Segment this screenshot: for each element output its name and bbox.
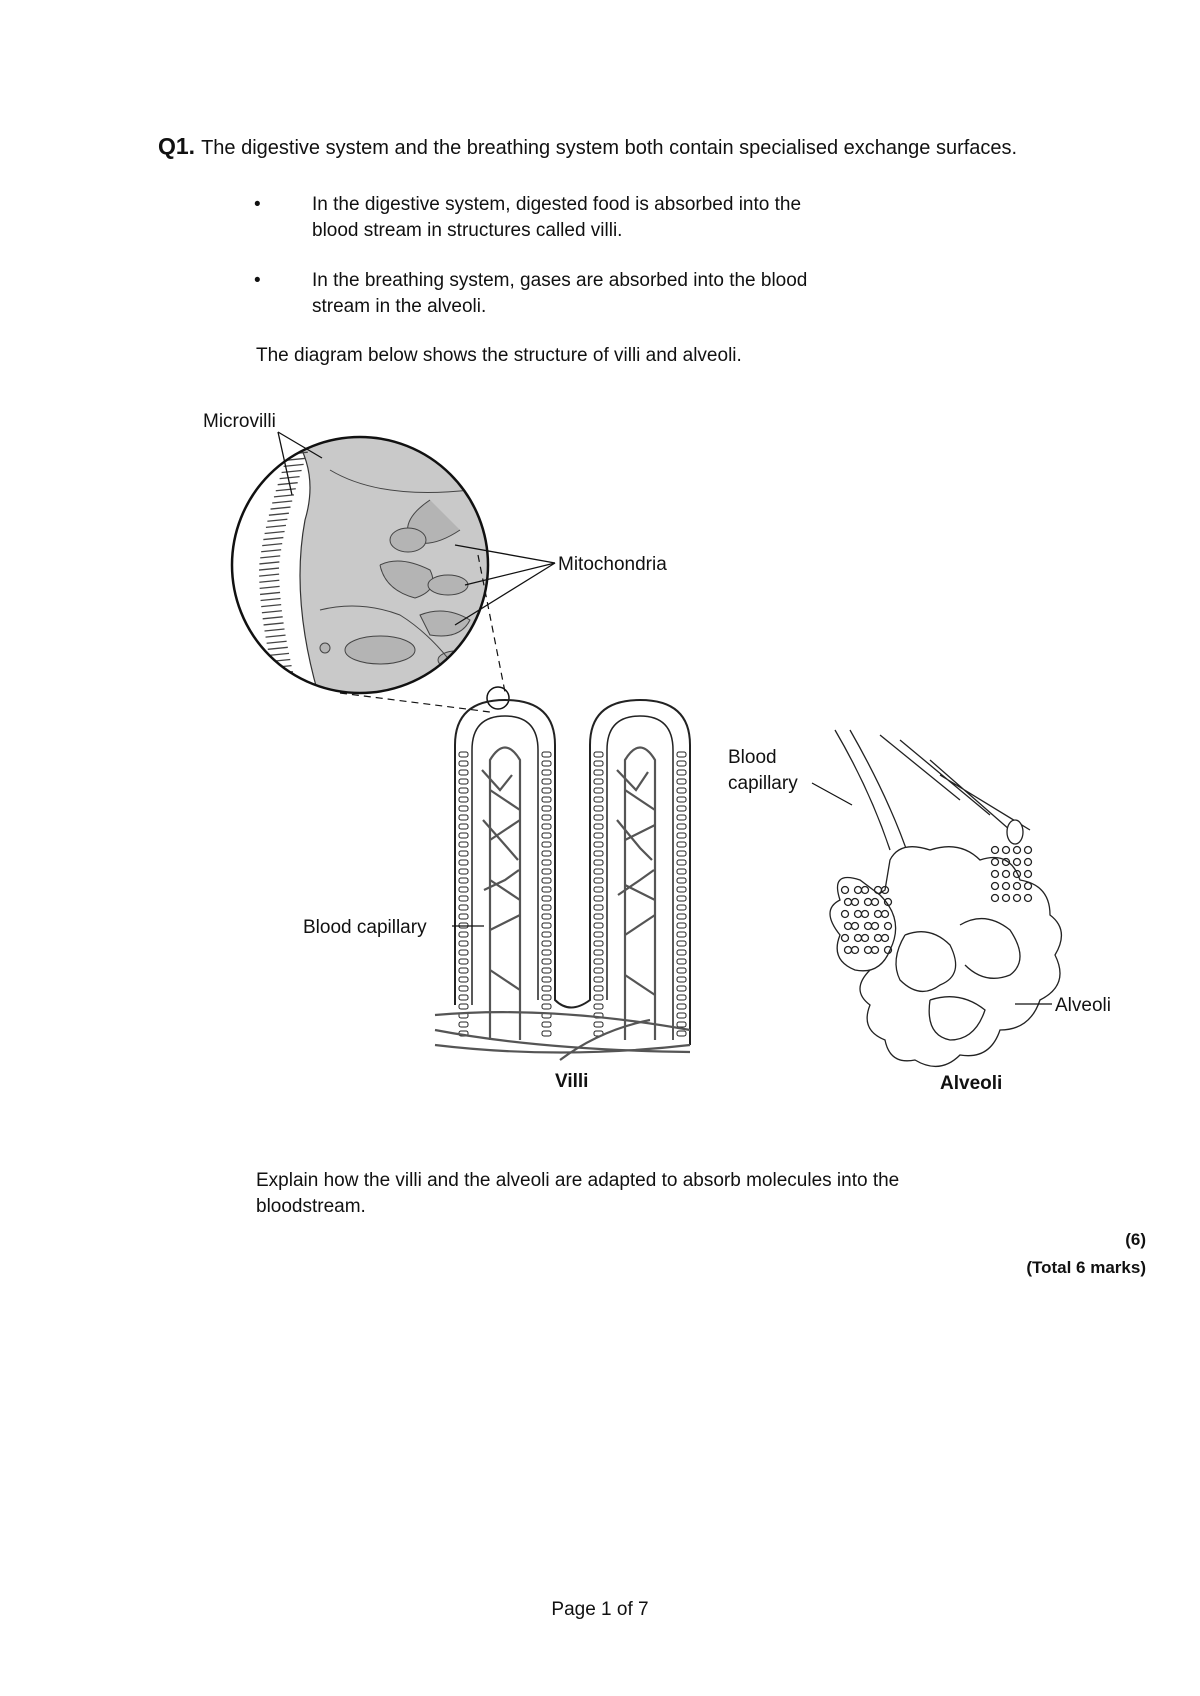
bullet-line: stream in the alveoli. xyxy=(312,296,487,317)
epithelial-cell xyxy=(677,851,686,856)
epithelial-cell xyxy=(594,977,603,982)
epithelial-cell xyxy=(594,959,603,964)
epithelial-cell xyxy=(677,752,686,757)
capillary-mesh xyxy=(875,887,882,894)
epithelial-cell xyxy=(459,770,468,775)
epithelial-cell xyxy=(459,779,468,784)
epithelial-cell xyxy=(542,842,551,847)
epithelial-cell xyxy=(459,878,468,883)
epithelial-cell xyxy=(677,806,686,811)
epithelial-cell xyxy=(459,1022,468,1027)
epithelial-cell xyxy=(677,977,686,982)
epithelial-cell xyxy=(459,932,468,937)
epithelial-cell xyxy=(542,941,551,946)
capillary-mesh xyxy=(992,847,999,854)
epithelial-cell xyxy=(677,905,686,910)
epithelial-cell xyxy=(459,950,468,955)
epithelial-cell xyxy=(677,761,686,766)
epithelial-cell xyxy=(594,914,603,919)
epithelial-cell xyxy=(677,950,686,955)
bullet-line: blood stream in structures called villi. xyxy=(312,220,623,241)
epithelial-cell xyxy=(459,914,468,919)
epithelial-cell xyxy=(677,941,686,946)
epithelial-cell xyxy=(459,824,468,829)
epithelial-cell xyxy=(542,959,551,964)
epithelial-cell xyxy=(594,896,603,901)
epithelial-cell xyxy=(459,986,468,991)
epithelial-cell xyxy=(594,842,603,847)
epithelial-cell xyxy=(459,896,468,901)
marks-value: (6) xyxy=(1125,1230,1146,1249)
epithelial-cell xyxy=(594,797,603,802)
epithelial-cell xyxy=(542,770,551,775)
villi-alveoli-diagram xyxy=(0,390,1200,1110)
label-microvilli: Microvilli xyxy=(203,411,276,432)
epithelial-cell xyxy=(594,761,603,766)
microvillus-stroke xyxy=(276,684,296,686)
epithelial-cell xyxy=(542,923,551,928)
epithelial-cell xyxy=(677,842,686,847)
epithelial-cell xyxy=(594,851,603,856)
epithelial-cell xyxy=(542,833,551,838)
alveoli-drawing xyxy=(830,730,1061,1066)
epithelial-cell xyxy=(459,761,468,766)
epithelial-cell xyxy=(594,806,603,811)
capillary-mesh xyxy=(1014,847,1021,854)
epithelial-cell xyxy=(677,1013,686,1018)
epithelial-cell xyxy=(594,887,603,892)
epithelial-cell xyxy=(542,752,551,757)
epithelial-cell xyxy=(677,986,686,991)
microvillus-stroke xyxy=(274,678,294,680)
epithelial-cell xyxy=(594,905,603,910)
epithelial-cell xyxy=(459,941,468,946)
epithelial-cell xyxy=(594,878,603,883)
task-text xyxy=(256,1168,1076,1220)
epithelial-cell xyxy=(677,959,686,964)
alveoli-caption: Alveoli xyxy=(940,1073,1003,1094)
epithelial-cell xyxy=(459,842,468,847)
epithelial-cell xyxy=(594,833,603,838)
epithelial-cell xyxy=(459,860,468,865)
epithelial-cell xyxy=(542,932,551,937)
epithelial-cell xyxy=(594,815,603,820)
epithelial-cell xyxy=(594,932,603,937)
epithelial-cell xyxy=(459,995,468,1000)
epithelial-cell xyxy=(542,914,551,919)
epithelial-cell xyxy=(677,995,686,1000)
question-number: Q1. xyxy=(158,133,196,159)
epithelial-cell xyxy=(594,869,603,874)
epithelial-cell xyxy=(459,968,468,973)
epithelial-cell xyxy=(677,770,686,775)
epithelial-cell xyxy=(459,752,468,757)
epithelial-cell xyxy=(594,860,603,865)
question-stem xyxy=(158,133,1017,160)
epithelial-cell xyxy=(459,788,468,793)
bullet-line: In the digestive system, digested food is absorbed into the xyxy=(312,194,802,215)
bullet-line: In the breathing system, gases are absorbed into the blood xyxy=(312,270,808,291)
capillary-mesh xyxy=(1025,859,1032,866)
epithelial-cell xyxy=(542,779,551,784)
epithelial-cell xyxy=(677,860,686,865)
epithelial-cell xyxy=(594,824,603,829)
epithelial-cell xyxy=(677,833,686,838)
magnified-cell-view xyxy=(232,430,520,700)
bullet-marker: • xyxy=(254,194,261,215)
epithelial-cell xyxy=(594,1004,603,1009)
epithelial-cell xyxy=(542,860,551,865)
label-mitochondria: Mitochondria xyxy=(558,554,667,575)
epithelial-cell xyxy=(594,941,603,946)
epithelial-cell xyxy=(542,950,551,955)
epithelial-cell xyxy=(677,797,686,802)
epithelial-cell xyxy=(542,905,551,910)
epithelial-cell xyxy=(677,1031,686,1036)
epithelial-cell xyxy=(677,779,686,784)
epithelial-cell xyxy=(677,923,686,928)
epithelial-cell xyxy=(542,851,551,856)
epithelial-cell xyxy=(677,896,686,901)
epithelial-cell xyxy=(594,770,603,775)
epithelial-cell xyxy=(677,887,686,892)
epithelial-cell xyxy=(594,995,603,1000)
epithelial-cell xyxy=(542,815,551,820)
epithelial-cell xyxy=(459,959,468,964)
epithelial-cell xyxy=(459,833,468,838)
epithelial-cell xyxy=(542,1022,551,1027)
task-line: bloodstream. xyxy=(256,1196,366,1217)
epithelial-cell xyxy=(677,1022,686,1027)
epithelial-cell xyxy=(542,824,551,829)
epithelial-cell xyxy=(542,806,551,811)
epithelial-cell xyxy=(677,788,686,793)
epithelial-cell xyxy=(459,797,468,802)
epithelial-cell xyxy=(459,869,468,874)
epithelial-cell xyxy=(542,878,551,883)
epithelial-cell xyxy=(594,788,603,793)
epithelial-cell xyxy=(542,788,551,793)
zoom-origin-circle xyxy=(487,687,509,709)
capillary-mesh xyxy=(1003,847,1010,854)
label-alveoli-blood-capillary-line1: Blood xyxy=(728,747,777,768)
capillary-mesh xyxy=(1025,847,1032,854)
epithelial-cell xyxy=(459,1004,468,1009)
page-number: Page 1 of 7 xyxy=(551,1599,649,1620)
epithelial-cell xyxy=(542,869,551,874)
bullet-marker: • xyxy=(254,270,261,291)
epithelial-cell xyxy=(542,968,551,973)
microvillus-stroke xyxy=(277,690,297,692)
epithelial-cell xyxy=(459,887,468,892)
epithelial-cell xyxy=(594,968,603,973)
epithelial-cell xyxy=(677,932,686,937)
epithelial-cell xyxy=(677,968,686,973)
epithelial-cell xyxy=(542,1031,551,1036)
task-line: Explain how the villi and the alveoli are adapted to absorb molecules into the xyxy=(256,1170,900,1191)
epithelial-cell xyxy=(542,896,551,901)
epithelial-cell xyxy=(542,761,551,766)
epithelial-cell xyxy=(542,887,551,892)
epithelial-cell xyxy=(677,815,686,820)
epithelial-cell xyxy=(594,779,603,784)
label-alveoli-blood-capillary-line2: capillary xyxy=(728,773,798,794)
epithelial-cell xyxy=(594,950,603,955)
epithelial-cell xyxy=(542,977,551,982)
epithelial-cell xyxy=(542,986,551,991)
epithelial-cell xyxy=(542,797,551,802)
villi-caption: Villi xyxy=(555,1071,589,1092)
question-stem-text: The digestive system and the breathing system both contain specialised exchange surfaces. xyxy=(201,137,1018,159)
epithelial-cell xyxy=(542,995,551,1000)
epithelial-cell xyxy=(677,824,686,829)
label-villi-blood-capillary: Blood capillary xyxy=(303,917,427,938)
epithelial-cell xyxy=(459,905,468,910)
epithelial-cell xyxy=(677,878,686,883)
capillary-mesh xyxy=(1014,859,1021,866)
capillary-mesh xyxy=(1025,871,1032,878)
epithelial-cell xyxy=(459,851,468,856)
epithelial-cell xyxy=(594,923,603,928)
epithelial-cell xyxy=(594,986,603,991)
epithelial-cell xyxy=(677,1004,686,1009)
epithelial-cell xyxy=(542,1004,551,1009)
epithelial-cell xyxy=(594,1022,603,1027)
epithelial-cell xyxy=(459,815,468,820)
epithelial-cell xyxy=(594,752,603,757)
villi-drawing xyxy=(435,700,690,1060)
epithelial-cell xyxy=(459,977,468,982)
label-alveoli: Alveoli xyxy=(1055,995,1111,1016)
epithelial-cell xyxy=(459,806,468,811)
epithelial-cell xyxy=(677,914,686,919)
diagram-intro: The diagram below shows the structure of villi and alveoli. xyxy=(256,345,742,366)
alveoli-capillary-pointer xyxy=(812,783,852,805)
total-marks: (Total 6 marks) xyxy=(1026,1258,1146,1277)
epithelial-cell xyxy=(677,869,686,874)
